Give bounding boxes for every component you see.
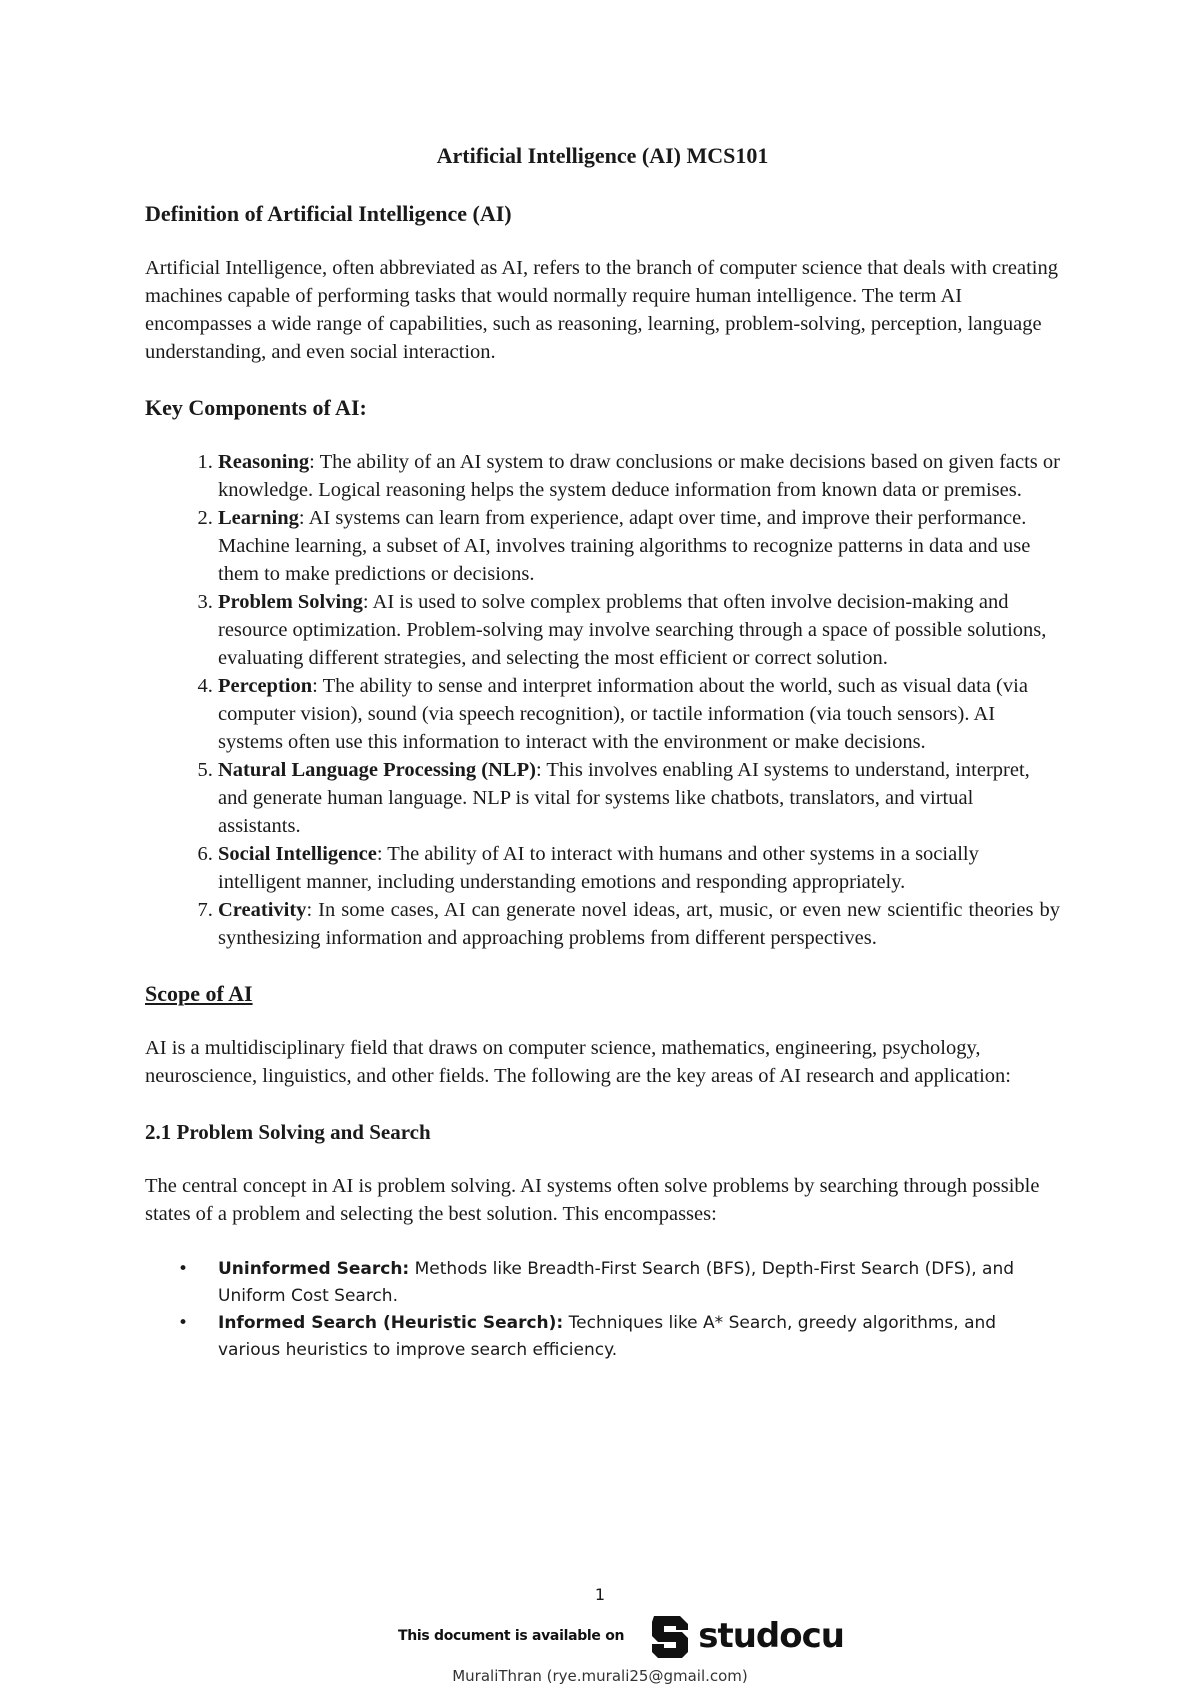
component-term: Natural Language Processing (NLP) [218,759,536,781]
search-bullet-list [145,1256,1060,1364]
component-term: Problem Solving [218,591,363,613]
scope-paragraph: AI is a multidisciplinary field that draws on computer science, mathematics, engineering, psychology, neuroscience, linguistics, and other fields. The following are the key areas of AI research and application: [145,1037,1012,1087]
bullet-term: Informed Search (Heuristic Search): [218,1313,564,1333]
component-item-social-intelligence [218,840,1060,896]
components-list [145,448,1060,952]
component-text: : The ability to sense and interpret information about the world, such as visual data (via computer vision), sound (via speech recognition), or tactile information (via touch sensors). AI systems often use this information to interact with the environment or make decisions. [218,675,1028,753]
bullet-item-uninformed-search [178,1256,1060,1310]
definition-heading: Definition of Artificial Intelligence (AI) [145,201,512,226]
subsection-heading: 2.1 Problem Solving and Search [145,1120,431,1144]
component-item-nlp [218,756,1060,840]
component-text: : This involves enabling AI systems to understand, interpret, and generate human language. NLP is vital for systems like chatbots, translators, and virtual assistants. [218,759,1030,837]
bullet-icon: • [178,1259,189,1279]
bullet-text: Methods like Breadth-First Search (BFS), Depth-First Search (DFS), and Uniform Cost Search. [218,1259,1015,1306]
components-heading: Key Components of AI: [145,395,367,420]
component-text: : The ability of AI to interact with humans and other systems in a socially intelligent manner, including understanding emotions and responding appropriately. [218,843,979,893]
footer-user-email: MuraliThran (rye.murali25@gmail.com) [452,1667,748,1685]
component-item-perception [218,672,1060,756]
component-term: Social Intelligence [218,843,377,865]
component-text: : AI is used to solve complex problems that often involve decision-making and resource optimization. Problem-solving may involve searching through a space of possible solutions, evaluating different strategies, and selecting the most efficient or correct solution. [218,591,1047,669]
bullet-icon: • [178,1313,189,1333]
component-text: : The ability of an AI system to draw conclusions or make decisions based on given facts or knowledge. Logical reasoning helps the system deduce information from known data or premises. [218,451,1060,501]
subsection-paragraph: The central concept in AI is problem solving. AI systems often solve problems by searching through possible states of a problem and selecting the best solution. This encompasses: [145,1175,1040,1225]
bullet-term: Uninformed Search: [218,1259,410,1279]
available-on-text: This document is available on [398,1628,625,1644]
component-item-creativity [218,896,1060,952]
component-text: : In some cases, AI can generate novel ideas, art, music, or even new scientific theories by synthesizing information and approaching problems from different perspectives. [218,899,1060,949]
component-term: Perception [218,675,313,697]
component-item-reasoning [218,448,1060,504]
component-term: Creativity [218,899,307,921]
document-body [145,142,1060,1364]
definition-paragraph: Artificial Intelligence, often abbreviated as AI, refers to the branch of computer science that deals with creating machines capable of performing tasks that would normally require human intelligence. The term AI encompasses a wide range of capabilities, such as reasoning, learning, problem-solving, perception, language understanding, and even social interaction. [145,257,1059,363]
bullet-item-informed-search [178,1310,1060,1364]
component-text: : AI systems can learn from experience, adapt over time, and improve their performance. Machine learning, a subset of AI, involves training algorithms to recognize patterns in data and use them to make predictions or decisions. [218,507,1031,585]
component-item-problem-solving [218,588,1060,672]
bullet-text: Techniques like A* Search, greedy algorithms, and various heuristics to improve search efficiency. [218,1313,997,1360]
studocu-logo[interactable] [650,1612,844,1660]
scope-heading: Scope of AI [145,981,253,1006]
studocu-logo-icon [650,1612,692,1660]
studocu-banner[interactable] [398,1612,844,1660]
document-title: Artificial Intelligence (AI) MCS101 [436,143,769,168]
component-term: Learning [218,507,299,529]
studocu-wordmark: studocu [698,1616,844,1656]
component-item-learning [218,504,1060,588]
component-term: Reasoning [218,451,310,473]
page-number: 1 [594,1585,606,1604]
